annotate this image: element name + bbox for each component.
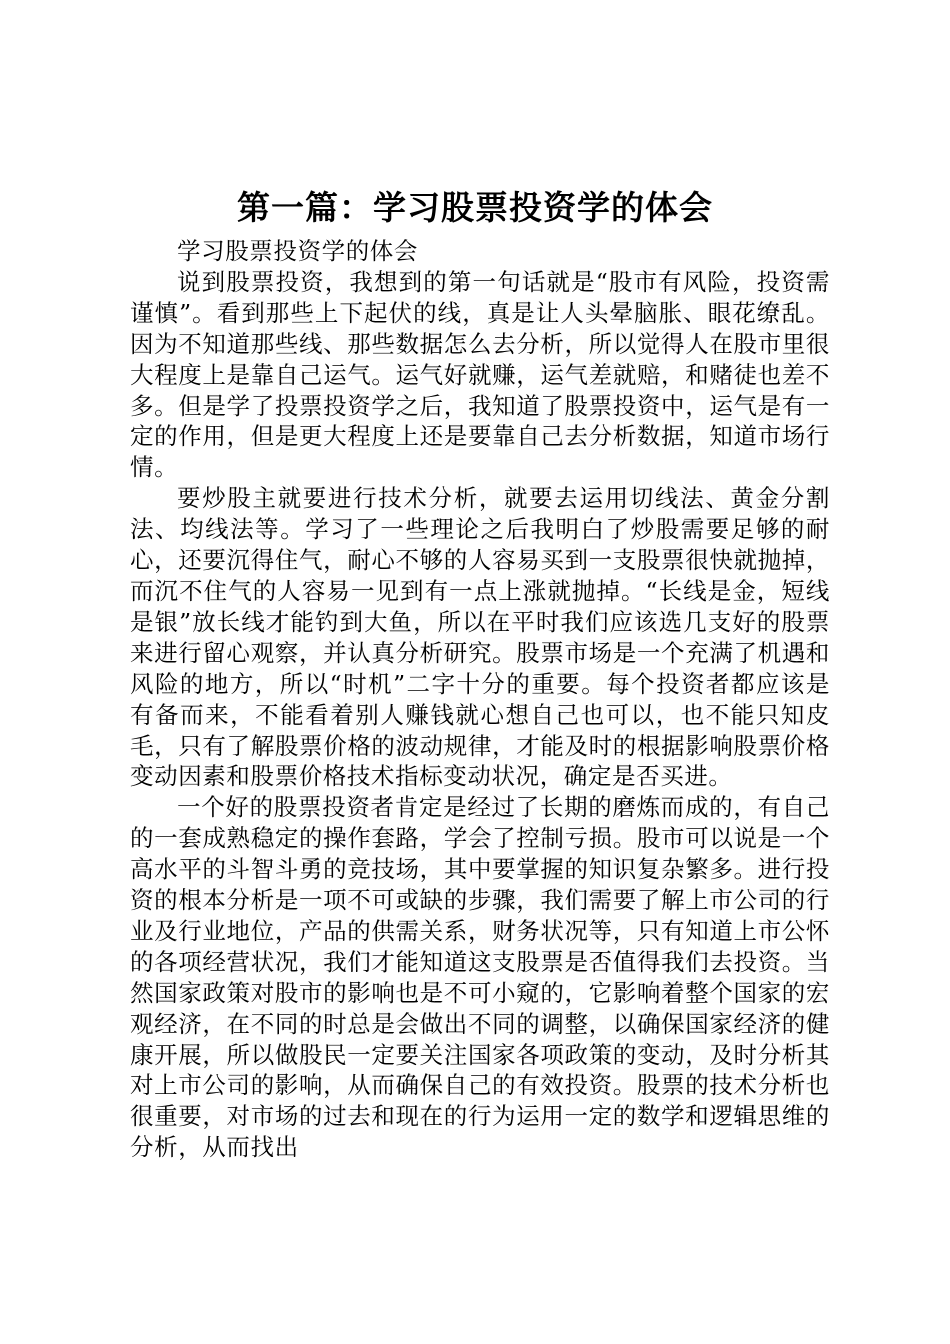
subtitle-paragraph: 学习股票投资学的体会 [177, 237, 418, 265]
document-body [130, 236, 830, 1163]
document-title: 第一篇：学习股票投资学的体会 [237, 188, 713, 227]
paragraph: 一个好的股票投资者肯定是经过了长期的磨炼而成的，有自己的一套成熟稳定的操作套路，学会了控制亏损。股市可以说是一个高水平的斗智斗勇的竞技场，其中要掌握的知识复杂繁多。进行投资的根本分析是一项不可或缺的步骤，我们需要了解上市公司的行业及行业地位，产品的供需关系，财务状况等，只有知道上市公怀的各项经营状况，我们才能知道这支股票是否值得我们去投资。当然国家政策对股市的影响也是不可小窥的，它影响着整个国家的宏观经济，在不同的时总是会做出不同的调整，以确保国家经济的健康开展，所以做股民一定要关注国家各项政策的变动，及时分析其对上市公司的影响，从而确保自己的有效投资。股票的技术分析也很重要，对市场的过去和现在的行为运用一定的数学和逻辑思维的分析，从而找出 [130, 793, 830, 1162]
paragraph: 要炒股主就要进行技术分析，就要去运用切线法、黄金分割法、均线法等。学习了一些理论之后我明白了炒股需要足够的耐心，还要沉得住气，耐心不够的人容易买到一支股票很快就抛掉，而沉不住气的人容易一见到有一点上涨就抛掉。“长线是金，短线是银”放长线才能钓到大鱼，所以在平时我们应该选几支好的股票来进行留心观察，并认真分析研究。股票市场是一个充满了机遇和风险的地方，所以“时机”二字十分的重要。每个投资者都应该是有备而来，不能看着别人赚钱就心想自己也可以，也不能只知皮毛，只有了解股票价格的波动规律，才能及时的根据影响股票价格变动因素和股票价格技术指标变动状况，确定是否买进。 [130, 484, 830, 791]
paragraph: 说到股票投资，我想到的第一句话就是“股市有风险，投资需谨慎”。看到那些上下起伏的线，真是让人头晕脑胀、眼花缭乱。因为不知道那些线、那些数据怎么去分析，所以觉得人在股市里很大程度上是靠自己运气。运气好就赚，运气差就赔，和赌徒也差不多。但是学了投票投资学之后，我知道了股票投资中，运气是有一定的作用，但是更大程度上还是要靠自己去分析数据，知道市场行情。 [130, 267, 830, 482]
